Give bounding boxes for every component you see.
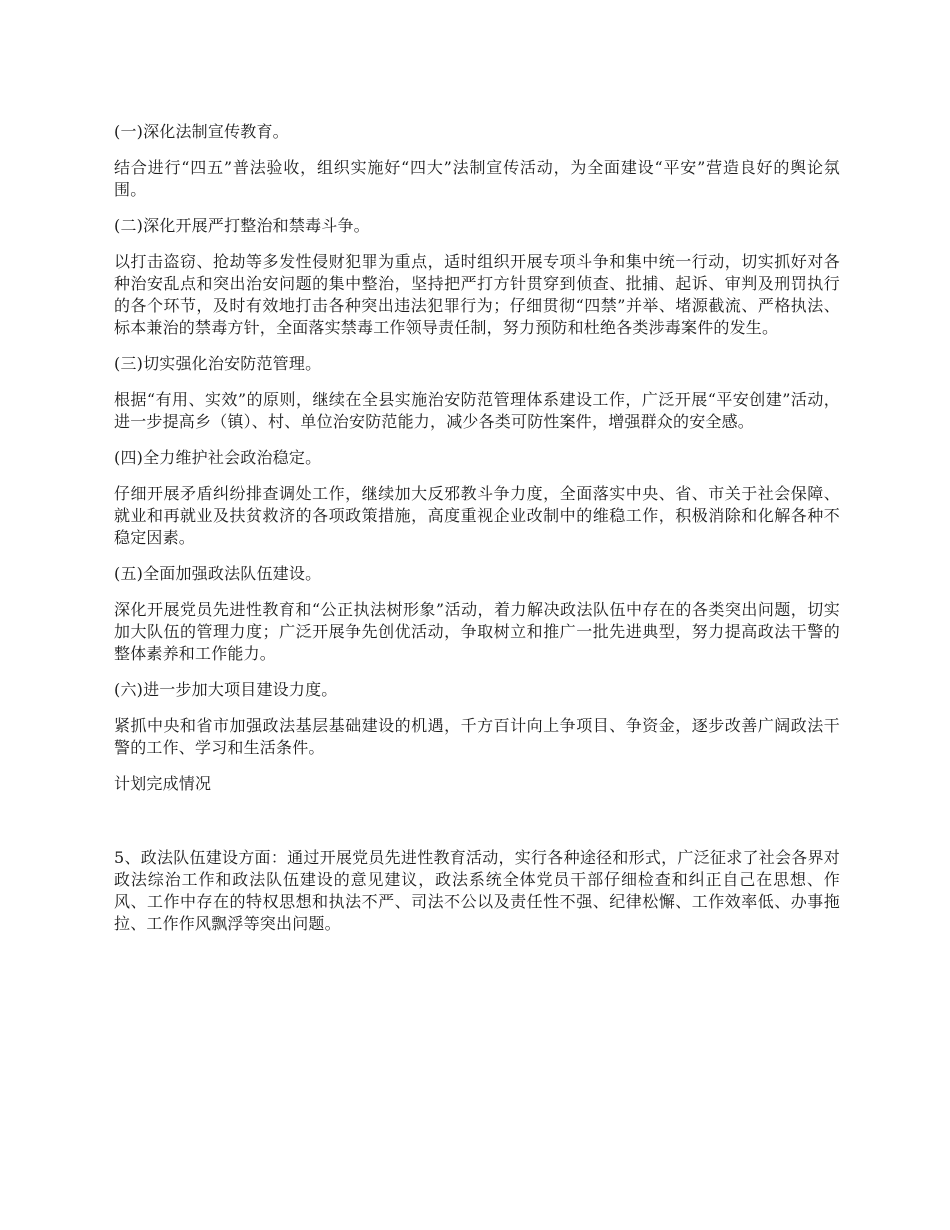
blank-spacer bbox=[114, 809, 840, 847]
document-body bbox=[114, 121, 840, 949]
section-paragraph-5: 深化开展党员先进性教育和“公正执法树形象”活动，着力解决政法队伍中存在的各类突出问题，切实加大队伍的管理力度；广泛开展争先创优活动，争取树立和推广一批先进典型，努力提高政法干警的整体素养和工作能力。 bbox=[114, 600, 840, 663]
section-paragraph-2: 以打击盗窃、抢劫等多发性侵财犯罪为重点，适时组织开展专项斗争和集中统一行动，切实抓好对各种治安乱点和突出治安问题的集中整治，坚持把严打方针贯穿到侦查、批捕、起诉、审判及刑罚执行的各个环节，及时有效地打击各种突出违法犯罪行为；仔细贯彻“四禁”并举、堵源截流、严格执法、标本兼治的禁毒方针，全面落实禁毒工作领导责任制，努力预防和杜绝各类涉毒案件的发生。 bbox=[114, 252, 840, 337]
team-building-paragraph: 5、政法队伍建设方面：通过开展党员先进性教育活动，实行各种途径和形式，广泛征求了社会各界对政法综治工作和政法队伍建设的意见建议，政法系统全体党员干部仔细检查和纠正自己在思想、作风、工作中存在的特权思想和执法不严、司法不公以及责任性不强、纪律松懈、工作效率低、办事拖拉、工作作风飘浮等突出问题。 bbox=[114, 848, 840, 933]
section-paragraph-3: 根据“有用、实效”的原则，继续在全县实施治安防范管理体系建设工作，广泛开展“平安创建”活动，进一步提高乡（镇）、村、单位治安防范能力，减少各类可防性案件，增强群众的安全感。 bbox=[114, 390, 840, 431]
section-paragraph-1: 结合进行“四五”普法验收，组织实施好“四大”法制宣传活动，为全面建设“平安”营造良好的舆论氛围。 bbox=[114, 158, 840, 199]
section-heading-2: (二)深化开展严打整治和禁毒斗争。 bbox=[114, 216, 370, 235]
section-heading-6: (六)进一步加大项目建设力度。 bbox=[114, 680, 338, 699]
plan-status-heading: 计划完成情况 bbox=[114, 774, 212, 793]
section-heading-3: (三)切实强化治安防范管理。 bbox=[114, 354, 322, 373]
section-paragraph-4: 仔细开展矛盾纠纷排查调处工作，继续加大反邪教斗争力度，全面落实中央、省、市关于社会保障、就业和再就业及扶贫救济的各项政策措施，高度重视企业改制中的维稳工作，积极消除和化解各种不稳定因素。 bbox=[114, 484, 840, 547]
section-heading-1: (一)深化法制宣传教育。 bbox=[114, 122, 289, 141]
section-heading-4: (四)全力维护社会政治稳定。 bbox=[114, 448, 322, 467]
section-heading-5: (五)全面加强政法队伍建设。 bbox=[114, 564, 322, 583]
section-paragraph-6: 紧抓中央和省市加强政法基层基础建设的机遇，千方百计向上争项目、争资金，逐步改善广阔政法干警的工作、学习和生活条件。 bbox=[114, 716, 840, 757]
